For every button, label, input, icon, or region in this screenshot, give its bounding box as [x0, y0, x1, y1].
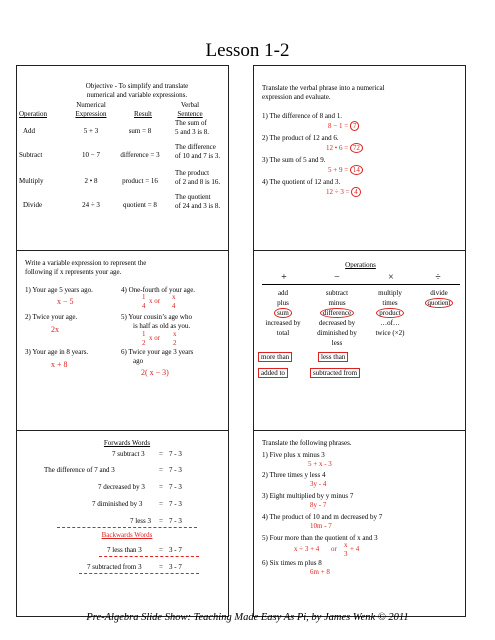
item-2-question: 2) Three times y less 4	[262, 471, 326, 479]
fw-2-expr: 7 - 3	[169, 466, 182, 474]
fw-3-expr: 7 - 3	[169, 483, 182, 491]
subtract-word-4: decreased by	[318, 319, 356, 327]
fw-2-equals: =	[159, 466, 163, 474]
footer: Pre-Algebra Slide Show: Teaching Made Easy As Pi, by James Wenk © 2011	[86, 612, 409, 623]
item-5-den: 3	[344, 550, 348, 558]
q1: 1) Your age 5 years ago.	[25, 286, 93, 294]
item-5-tail: + 4	[350, 545, 360, 553]
header-sentence: Sentence	[177, 110, 203, 118]
a5-den: 2	[142, 339, 146, 347]
dashed-divider	[57, 527, 197, 528]
item-3-answer: 8y - 7	[310, 501, 327, 509]
a5-mid: x or	[149, 334, 161, 342]
a6: 2( x − 3)	[141, 368, 169, 377]
objective-line-1: Objective - To simplify and translate	[85, 82, 189, 90]
add-word-1: add	[277, 289, 289, 297]
fw-4-expr: 7 - 3	[169, 500, 182, 508]
times-symbol: ×	[388, 272, 394, 283]
subtracted-from: subtracted from	[310, 369, 360, 377]
header-expression: Expression	[75, 110, 107, 118]
fw-1-expr: 7 - 3	[169, 450, 182, 458]
more-than: more than	[258, 353, 292, 361]
subtract-word-1: subtract	[325, 289, 349, 297]
add-word-3: sum	[258, 309, 308, 317]
row-subtract-result: difference = 3	[120, 151, 160, 159]
row-divide-result: quotient = 8	[123, 201, 157, 209]
bw-2-equals: =	[159, 563, 163, 571]
a4-num: 1	[142, 293, 146, 301]
row-subtract-op: Subtract	[19, 151, 43, 159]
row-divide-verbal-1: The quotient	[175, 193, 211, 201]
a4-num2: x	[172, 293, 176, 301]
bw-1-equals: =	[159, 546, 163, 554]
item-5-question: 5) Four more than the quotient of x and 3	[262, 534, 378, 542]
fw-5-equals: =	[159, 517, 163, 525]
fw-1-words: 7 subtract 3	[112, 450, 145, 458]
multiply-word-1: multiply	[378, 289, 402, 297]
row-multiply-op: Multiply	[19, 177, 44, 185]
bw-2-words: 7 subtracted from 3	[87, 563, 142, 571]
q6-line-2: ago	[133, 357, 144, 365]
operations-divider	[262, 284, 460, 285]
minus-symbol: −	[334, 272, 340, 283]
fw-4-equals: =	[159, 500, 163, 508]
fw-3-equals: =	[159, 483, 163, 491]
slide-objective	[16, 65, 229, 252]
item-2-answer: 12 • 6 = 72	[326, 144, 363, 152]
fw-3-words: 7 decreased by 3	[98, 483, 145, 491]
divide-symbol: ÷	[435, 272, 441, 283]
subtract-word-2: minus	[328, 299, 346, 307]
item-4-answer: 10m - 7	[310, 522, 332, 530]
q2: 2) Twice your age.	[25, 313, 78, 321]
header-verbal: Verbal	[180, 101, 200, 109]
row-subtract-verbal-2: of 10 and 7 is 3.	[175, 152, 221, 160]
item-5-or: or	[331, 545, 337, 553]
objective-line-2: numerical and variable expressions.	[86, 91, 188, 99]
item-6-question: 6) Six times m plus 8	[262, 559, 322, 567]
row-add-op: Add	[23, 127, 36, 135]
item-2-question: 2) The product of 12 and 6.	[262, 134, 339, 142]
item-3-question: 3) The sum of 5 and 9.	[262, 156, 326, 164]
forwards-heading: Forwards Words	[103, 439, 151, 447]
plus-symbol: +	[281, 272, 287, 283]
row-multiply-verbal-2: of 2 and 8 is 16.	[175, 178, 221, 186]
operations-heading: Operations	[345, 261, 376, 269]
subtract-word-5: diminished by	[317, 329, 357, 337]
row-add-verbal-2: 5 and 3 is 8.	[175, 128, 210, 136]
instr: Translate the following phrases.	[262, 439, 352, 447]
row-multiply-result: product = 16	[122, 177, 158, 185]
slide-operations	[253, 250, 466, 437]
bw-1-expr: 3 - 7	[169, 546, 182, 554]
a4-den2: 4	[172, 302, 176, 310]
a4-mid: x or	[149, 297, 161, 305]
fw-4-words: 7 diminished by 3	[92, 500, 143, 508]
q6-line-1: 6) Twice your age 3 years	[121, 348, 194, 356]
instr-line-1: Translate the verbal phrase into a numerical	[262, 84, 385, 92]
q5-line-2: is half as old as you.	[133, 322, 191, 330]
multiply-word-5: twice (×2)	[375, 329, 405, 337]
item-4-answer: 12 ÷ 3 = 4	[326, 188, 361, 196]
a5-den2: 2	[173, 339, 177, 347]
a1: x − 5	[57, 297, 74, 306]
divide-word-1: divide	[430, 289, 448, 297]
multiply-word-2: times	[382, 299, 398, 307]
a5-num: 1	[142, 330, 146, 338]
slide-translate-evaluate	[253, 65, 466, 252]
header-operation: Operation	[19, 110, 47, 118]
item-2-answer: 3y - 4	[310, 480, 327, 488]
bw-1-words: 7 less than 3	[107, 546, 142, 554]
row-divide-op: Divide	[23, 201, 43, 209]
bw-1-underline	[99, 556, 199, 557]
row-multiply-expr: 2 • 8	[84, 177, 98, 185]
slide-variable-expressions	[16, 250, 229, 437]
item-5-answer: x ÷ 3 + 4	[294, 545, 320, 553]
header-numerical: Numerical	[76, 101, 106, 109]
slide-translate-phrases	[253, 430, 466, 617]
page-title: Lesson 1-2	[205, 40, 290, 61]
instr-line-2: following if x represents your age.	[25, 268, 122, 276]
row-divide-verbal-2: of 24 and 3 is 8.	[175, 202, 221, 210]
item-1-answer: 5 + x - 3	[308, 460, 332, 468]
q4: 4) One-fourth of your age.	[121, 286, 196, 294]
subtract-word-3: difference	[310, 309, 364, 317]
row-multiply-verbal-1: The product	[175, 169, 210, 177]
fw-5-words: 7 less 3	[130, 517, 151, 525]
less-than: less than	[318, 353, 348, 361]
multiply-word-4: …of…	[380, 319, 400, 327]
multiply-word-3: product	[366, 309, 414, 317]
item-1-question: 1) The difference of 8 and 1.	[262, 112, 343, 120]
subtract-word-6: less	[331, 339, 343, 347]
fw-2-words: The difference of 7 and 3	[44, 466, 115, 474]
item-5-num: x	[344, 541, 348, 549]
q3: 3) Your age in 8 years.	[25, 348, 89, 356]
bw-2-expr: 3 - 7	[169, 563, 182, 571]
a5-num2: x	[173, 330, 177, 338]
add-word-5: total	[276, 329, 290, 337]
added-to: added to	[258, 369, 288, 377]
instr-line-1: Write a variable expression to represent the	[25, 259, 147, 267]
header-result: Result	[134, 110, 152, 118]
item-4-question: 4) The quotient of 12 and 3.	[262, 178, 341, 186]
instr-line-2: expression and evaluate.	[262, 93, 331, 101]
fw-1-equals: =	[159, 450, 163, 458]
row-add-verbal-1: The sum of	[175, 119, 207, 127]
item-3-answer: 5 + 9 = 14	[328, 166, 363, 174]
item-1-question: 1) Five plus x minus 3	[262, 451, 325, 459]
item-4-question: 4) The product of 10 and m decreased by 7	[262, 513, 383, 521]
row-subtract-expr: 10 − 7	[82, 151, 100, 159]
a2: 2x	[51, 325, 59, 334]
row-divide-expr: 24 ÷ 3	[82, 201, 100, 209]
row-add-result: sum = 8	[128, 127, 152, 135]
item-1-answer: 8 − 1 = 7	[328, 122, 359, 130]
a4-den: 4	[142, 302, 146, 310]
row-add-expr: 5 + 3	[83, 127, 99, 135]
q5-line-1: 5) Your cousin’s age who	[121, 313, 192, 321]
item-6-answer: 6m + 8	[310, 568, 330, 576]
add-word-2: plus	[277, 299, 289, 307]
slide-forwards-backwards	[16, 430, 229, 617]
bw-2-underline	[79, 573, 199, 574]
backwards-heading: Backwards Words	[101, 531, 153, 539]
add-word-4: increased by	[265, 319, 301, 327]
row-subtract-verbal-1: The difference	[175, 143, 216, 151]
fw-5-expr: 7 - 3	[169, 517, 182, 525]
item-3-question: 3) Eight multiplied by y minus 7	[262, 492, 354, 500]
divide-word-2: quotient	[416, 299, 462, 307]
a3: x + 8	[51, 360, 68, 369]
